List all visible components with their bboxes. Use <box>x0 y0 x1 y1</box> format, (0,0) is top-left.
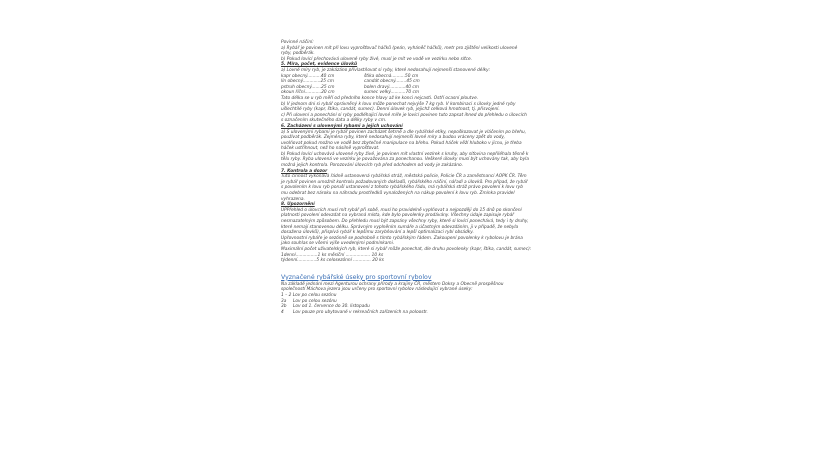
text-line: které nemají stanovenou délku. Správným vyplněním sumáře a účastným odevzdáním, ji v případě, že nebyla <box>281 224 519 230</box>
text-line: je rybář povinen umožnit kontrolu požadovaných dokladů, rybářského náčiní, nářadí a úlovků. Pro případ, že rybář <box>281 179 528 185</box>
size-cell: kapr obecný..........40 cm <box>281 73 335 79</box>
section-description: Lov po celou sezónu <box>293 298 337 304</box>
text-line: platnosti povolení odevzdat na vybraná místa, kde bylo povolenky prodávány. Všechny údaje zapisuje rybář <box>281 213 514 219</box>
section-heading: 5. Míra, počet, evidence úlovků <box>281 62 358 68</box>
size-cell: bolen dravý............40 cm <box>364 84 419 90</box>
text-line: Povinné náčiní: <box>281 40 314 45</box>
text-line: ušlechtilé ryby (kapr, štika, candát, sumec). Denní úlovek ryb, jejichž celková hmotnost, tj. přisvojení. <box>281 107 500 113</box>
text-line: ryby, podběrák. <box>281 51 315 57</box>
text-line: háček ustřihnout, než ho násilně vyprošťovat. <box>281 146 380 152</box>
text-line: a) S ulovenými rybami je rybář povinen zacházet šetrně a dle rybářské etiky, nepoškozovat je vláčením po břehu, <box>281 129 527 135</box>
section-description: Lov od 1. července do 30. listopadu <box>293 304 370 310</box>
text-line: s povolením k lovu ryb poruší ustanovení z tohoto rybářského řádu, má rybářská stráž právo povolení k lovu ryb <box>281 185 523 191</box>
section-number: 3b <box>281 304 287 310</box>
text-line: vyhrazena. <box>281 196 305 202</box>
size-cell: štika obecná..........50 cm <box>364 73 419 79</box>
text-line: a) Rybář je povinen mít při lovu vyprošťovač háčků (peán, vyháněč háčků), metr pro zjištění velikosti ulovené <box>281 45 518 51</box>
text-line: s označením skutečného data a délky ryby v cm. <box>281 118 387 124</box>
text-line: 1 – 2 Lov po celou sezónu <box>281 292 337 298</box>
text-line: týdenní..............5 ks celosezónní ............. 20 ks <box>281 258 384 264</box>
size-cell: candát obecný........45 cm <box>364 79 420 85</box>
list-item <box>281 310 537 316</box>
text-line: jako souhlas se všemi výše uvedenými podmínkami. <box>281 241 395 247</box>
text-line: používat podběrák. Zejména ryby, které nedosahují nejmenší lovné míry a budou vráceny zpět do vody, <box>281 135 505 141</box>
text-line: b) Pokud lovící uchovává ulovené ryby živé, je povinen mít vlastní vezírek s kruhy, aby síťovina nepřiléhala těsně k <box>281 151 529 157</box>
text-line: Na základě jednání mezi Agenturou ochrany přírody a krajiny ČR, městem Doksy a Obecně prospěšnou <box>281 281 504 287</box>
text-line: tělu ryby. Ryba ulovená ve vezírku je považována za ponechanou. Veškeré úlovky musí být uchovány tak, aby byla <box>281 157 529 163</box>
size-cell: pstruh obecný.......25 cm <box>281 84 335 90</box>
section-heading: 7. Kontrola a dozor <box>281 168 328 174</box>
text-line: společností Máchova jezera jsou určeny pro sportovní rybolov následující vybrané úseky: <box>281 287 473 293</box>
text-line: b) Pokud lovící přechovává ulovené ryby živé, musí je mít ve vodě ve vezírku nebo síťce. <box>281 56 473 62</box>
section-heading: 6. Zacházení s ulovenými rybami a jejich uchování <box>281 123 403 129</box>
size-cell: sumec velký...........70 cm <box>364 90 420 96</box>
section-title: Vyznačené rybářské úseky pro sportovní rybolov <box>281 273 432 281</box>
size-cell: okoun říční............20 cm <box>281 90 335 96</box>
text-line: možná jejich kontrola. Porozování úlovcích ryb před odchodem od vody je zakázáno. <box>281 163 463 169</box>
text-line: Maximální počet uživatelských ryb, které si rybář může ponechat, dle druhu povolenky (kapr, štika, candát, sumec): <box>281 246 532 252</box>
text-line: b) V jednom dni si rybář oprávněný k lovu může ponechat nejvýše 7 kg ryb. V kombinaci s úlovky jedné ryby <box>281 101 516 107</box>
text-line: uvolňovat pokud možno ve vodě bez zbytečné manipulace na břehu. Pokud háček věží hluboko v jícnu, je třeba <box>281 140 522 146</box>
text-line: Tato délka se u ryb měří od předního konce hlavy až ke konci nejcasti. Ostří ocasní ploutve. <box>281 95 479 101</box>
size-cell: lín obecný.............25 cm <box>281 79 334 85</box>
fishing-sections-list <box>281 299 537 316</box>
text-line: Upřovnostní rybáře je sezónně se podrobně s tímto rybářským řádem. Zakoupení povolenky k rybolovu je brána <box>281 235 523 241</box>
section-number: 3a <box>281 298 287 304</box>
section-description: Lov pouze pro ubytované v rekreačních zařízeních na poloostr. <box>293 309 428 315</box>
text-line: a) Lovné míry ryb, je zakázáno přivlastňovat si ryby, které nedosahují nejmenší stanovené délky: <box>281 67 491 73</box>
document-page <box>281 40 537 315</box>
section-heading: 8. Upozornění <box>281 202 315 208</box>
text-line: mu odebrat bez nároku na náhradu prostředků vynaložených na nákup povolení k lovu ryb. Zmínka pravidel <box>281 191 515 197</box>
section-number: 4 <box>281 309 284 315</box>
text-line: 1denní................1 ks měsíční .................. 10 ks <box>281 252 384 258</box>
text-line: dosažena úlovků), přispívá rybář k lepšímu zarybňování a lepší optimalizaci rybí obsádky. <box>281 230 474 236</box>
text-line: nesmazatelným způsobem. Do přehledu musí být zapsány všechny ryby, které si lovící ponechává, tedy i ty druhy, <box>281 219 529 224</box>
text-line: UPPřehled o úlovcích musí mít rybář při sobě, musí ho pravidelně vyplňovat a nejpozději do 15 dnů po skončení <box>281 207 522 213</box>
text-line: Tuto činnost vykonává řádně ustanovená rybářská stráž, městská policie, Policie ČR a zaměstnanci AOPK ČR. Těm <box>281 174 527 180</box>
text-line: c) Při ulovení a ponechání si ryby podléhající lovné míře je lovící povinen tuto zapsat ihned do přehledu o úlovcích <box>281 112 527 118</box>
